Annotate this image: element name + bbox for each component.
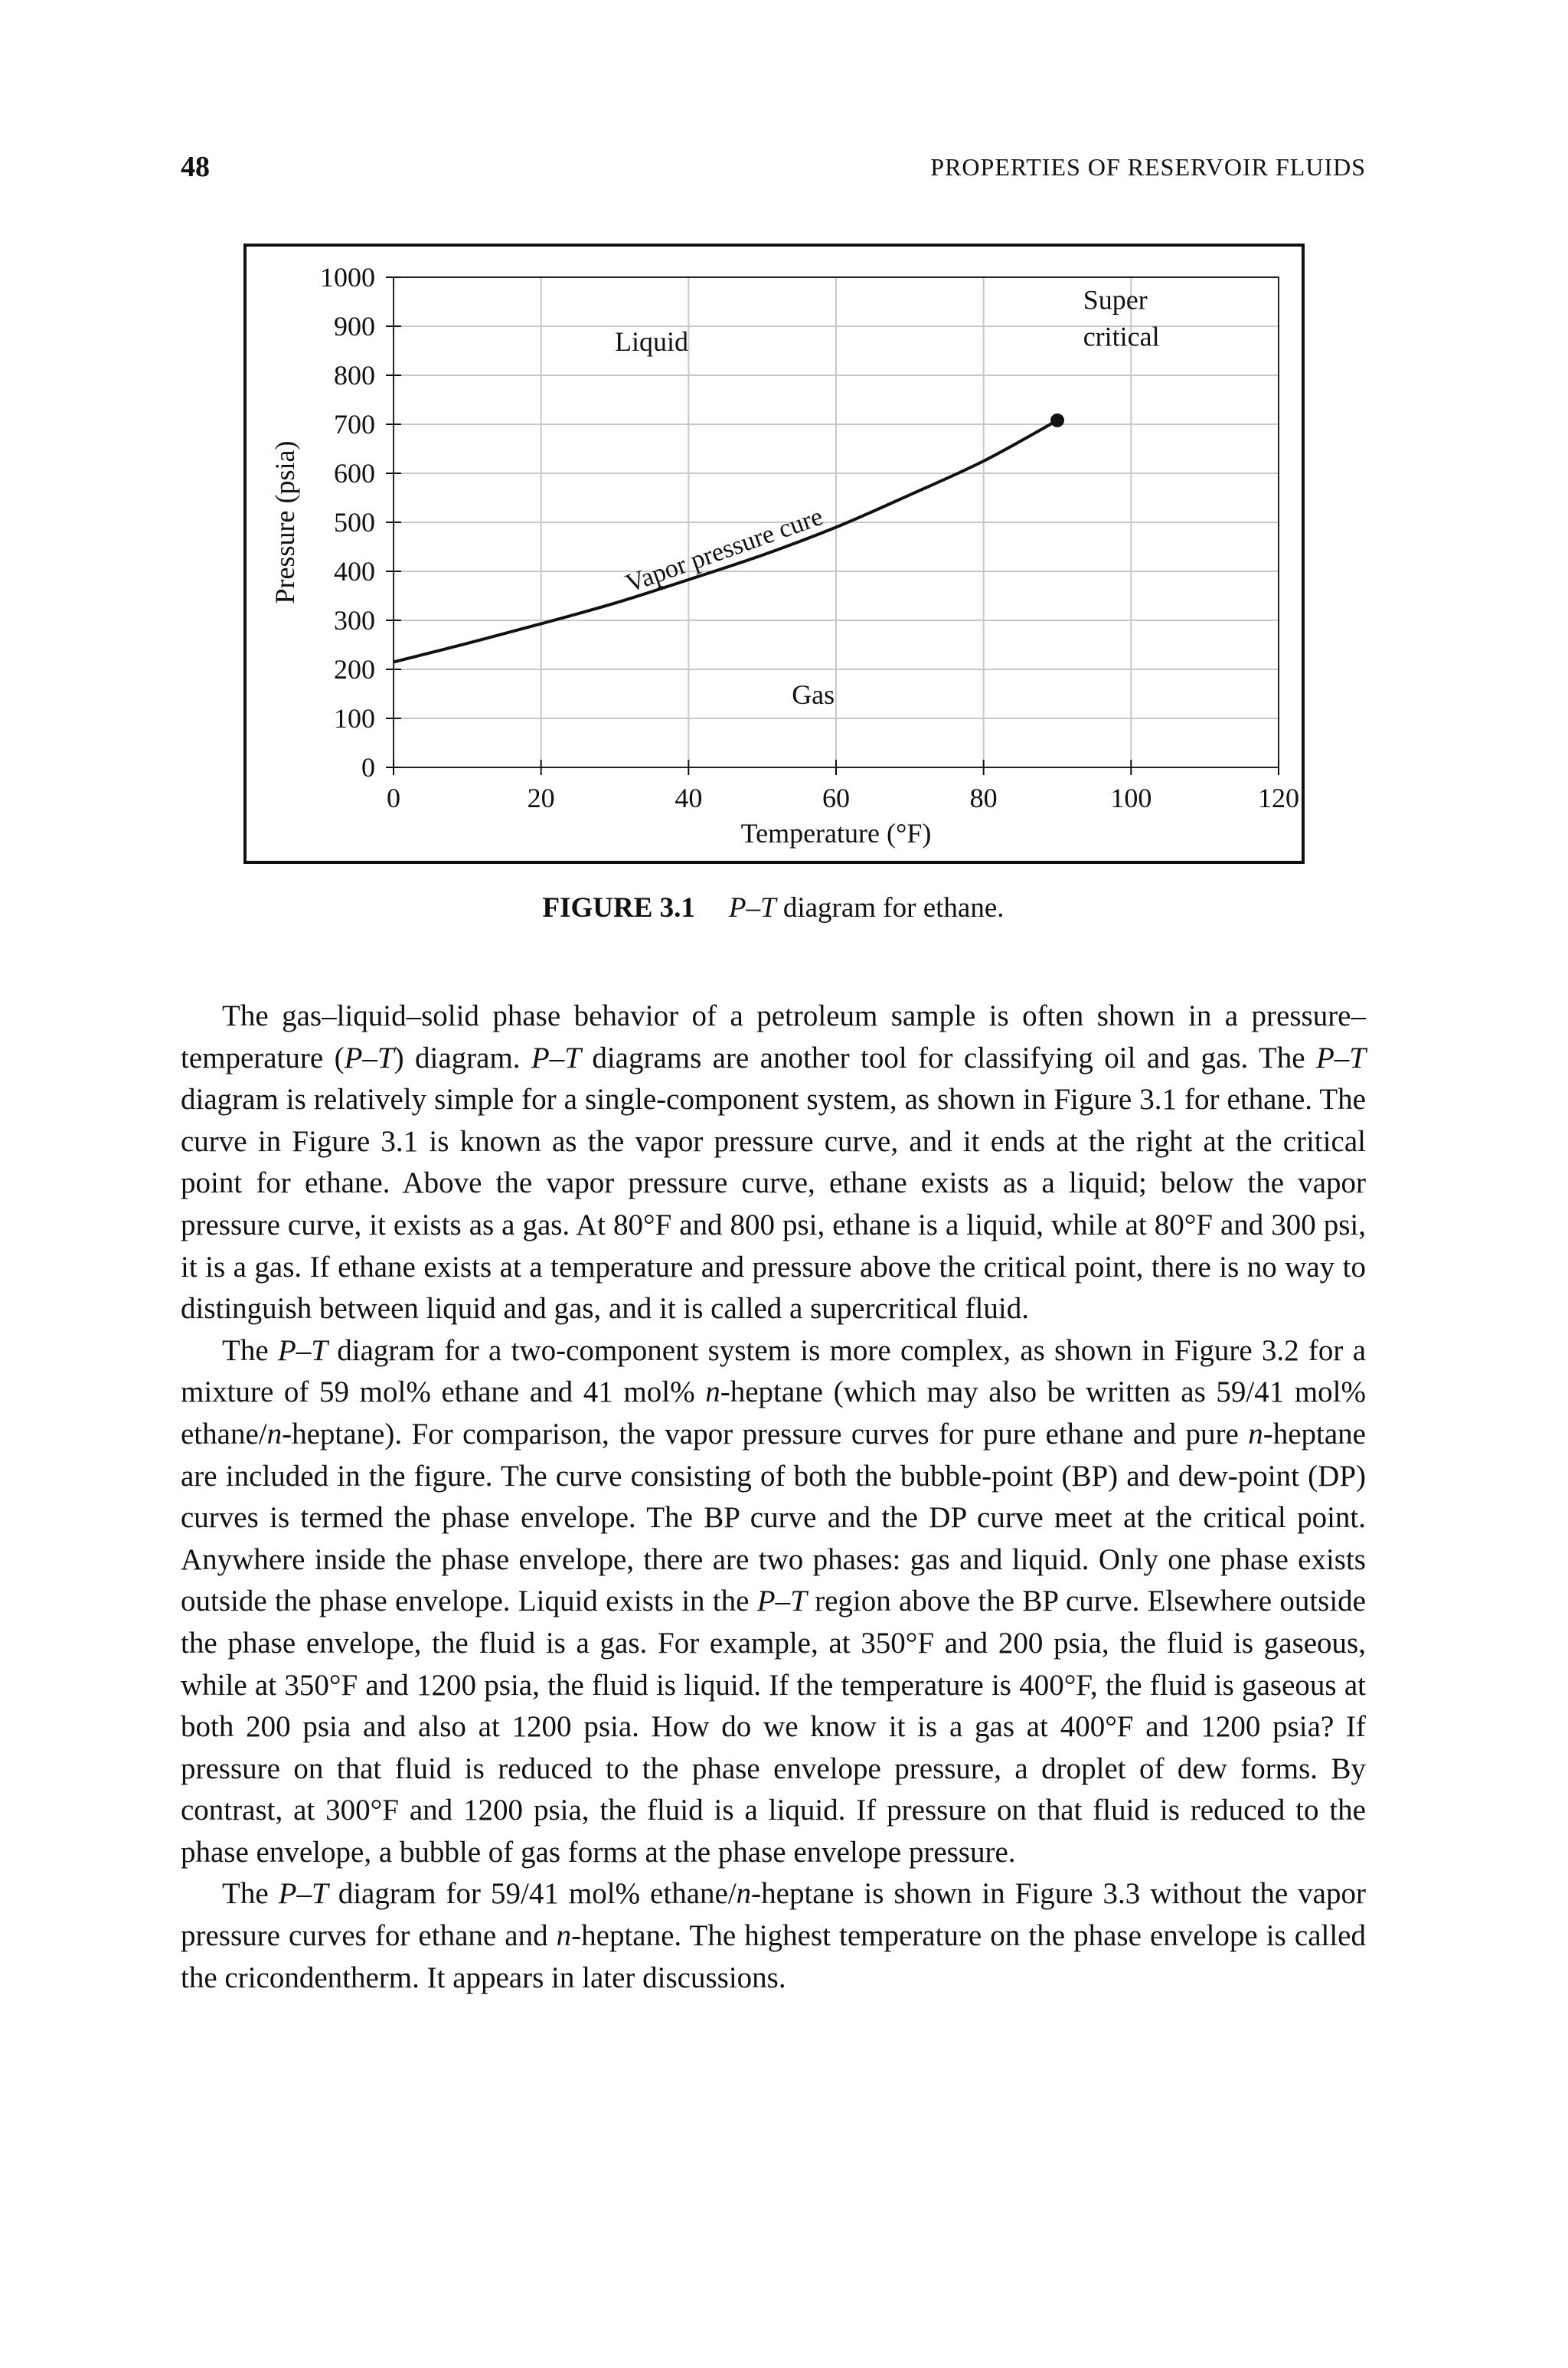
- paragraph-1: [181, 996, 1366, 1330]
- critical-point-marker: [1050, 414, 1064, 427]
- y-tick-label: 900: [334, 311, 375, 342]
- page-header: [181, 150, 1366, 196]
- curve-label: [622, 502, 827, 598]
- y-tick-label: 500: [334, 507, 375, 538]
- paragraph-2: [181, 1330, 1366, 1874]
- region-label: Super: [1083, 284, 1148, 316]
- paragraph-run: -heptane is shown in Figure 3.3 without the vapor pressure curves for ethane and: [181, 1877, 1366, 1953]
- figure-caption: [181, 891, 1366, 924]
- caption-run: P: [728, 892, 746, 924]
- region-label: Gas: [792, 679, 835, 710]
- y-tick-label: 1000: [320, 262, 375, 293]
- paragraph-run: T: [311, 1333, 328, 1367]
- paragraph-run: –: [1334, 1041, 1350, 1074]
- paragraph-run: T: [377, 1041, 394, 1074]
- y-tick-label: 700: [334, 409, 375, 440]
- paragraph-run: n: [1248, 1417, 1263, 1451]
- x-tick-label: 40: [675, 783, 703, 813]
- paragraph-run: –: [362, 1041, 377, 1074]
- paragraph-run: The: [222, 1333, 278, 1367]
- paragraph-run: P: [277, 1333, 296, 1367]
- paragraph-run: diagram for a two-component system is more complex, as shown in Figure 3.2 for a mixture of 59 mol% ethane and 41 mol%: [181, 1333, 1366, 1409]
- paragraph-run: The: [222, 1877, 279, 1911]
- paragraph-run: T: [1349, 1041, 1366, 1074]
- paragraph-run: n: [266, 1417, 283, 1451]
- y-tick-label: 200: [334, 654, 375, 685]
- x-axis-label: Temperature (°F): [740, 818, 932, 849]
- caption-run: diagram for ethane.: [776, 892, 1004, 924]
- paragraph-run: diagram for 59/41 mol% ethane/: [328, 1877, 737, 1911]
- paragraph-run: –: [775, 1585, 791, 1618]
- paragraph-run: diagrams are another tool for classifying oil and gas. The: [580, 1041, 1316, 1074]
- paragraph-run: T: [564, 1041, 581, 1074]
- paragraph-3: [181, 1873, 1366, 1999]
- paragraph-run: T: [790, 1585, 807, 1618]
- x-tick-label: 0: [387, 783, 400, 813]
- x-tick-label: 120: [1258, 783, 1299, 813]
- paragraph-run: –: [296, 1877, 312, 1911]
- y-tick-label: 0: [361, 752, 375, 783]
- x-tick-label: 100: [1110, 783, 1152, 813]
- page-number: 48: [181, 151, 210, 183]
- running-head: PROPERTIES OF RESERVOIR FLUIDS: [930, 153, 1366, 181]
- y-tick-label: 400: [334, 556, 375, 587]
- figure-caption-text: [729, 892, 1004, 924]
- paragraph-run: P: [756, 1585, 776, 1618]
- paragraph-run: The gas–liquid–solid phase behavior of a petroleum sample is often shown in a pressure–temperature (: [181, 999, 1366, 1074]
- x-tick-label: 20: [527, 783, 555, 813]
- figure-label: FIGURE 3.1: [542, 892, 695, 924]
- paragraph-run: -heptane (which may also be written as 59/41 mol% ethane/: [181, 1375, 1366, 1451]
- region-label: critical: [1083, 321, 1160, 352]
- paragraph-run: P: [531, 1041, 550, 1074]
- y-tick-label: 100: [334, 703, 375, 734]
- paragraph-run: -heptane are included in the figure. The curve consisting of both the bubble-point (BP) and dew-point (DP) curves is termed the phase envelope. The BP curve and the DP curve meet at the critical point. Anywhere inside the phase envelope, there are two phases: gas and liquid. Only one phase exists outside the phase envelope. Liquid exists in the: [181, 1417, 1366, 1618]
- paragraph-run: –: [549, 1041, 565, 1074]
- caption-run: –: [746, 892, 760, 924]
- paragraph-run: n: [705, 1375, 720, 1409]
- y-tick-label: 600: [334, 458, 375, 489]
- caption-run: T: [760, 892, 776, 924]
- paragraph-run: -heptane. The highest temperature on the phase envelope is called the cricondentherm. It appears in later discussions.: [181, 1919, 1366, 1994]
- figure-frame: [243, 244, 1305, 864]
- paragraph-run: P: [278, 1877, 297, 1911]
- paragraph-run: P: [1315, 1041, 1334, 1074]
- y-tick-label: 800: [334, 360, 375, 391]
- paragraph-run: ) diagram.: [394, 1041, 531, 1074]
- paragraph-run: -heptane). For comparison, the vapor pressure curves for pure ethane and pure: [282, 1417, 1249, 1451]
- x-tick-label: 60: [822, 783, 850, 813]
- body-text: [181, 996, 1366, 1999]
- pt-diagram-chart: [247, 247, 1302, 861]
- paragraph-run: –: [296, 1333, 312, 1367]
- paragraph-run: P: [344, 1041, 363, 1074]
- paragraph-run: region above the BP curve. Elsewhere outside the phase envelope, the fluid is a gas. For example, at 350°F and 200 psia, the fluid is gaseous, while at 350°F and 1200 psia, the fluid is liquid. If the temperature is 400°F, the fluid is gaseous at both 200 psia and also at 1200 psia. How do we know it is a gas at 400°F and 1200 psia? If pressure on that fluid is reduced to the phase envelope pressure, a droplet of dew forms. By contrast, at 300°F and 1200 psia, the fluid is a liquid. If pressure on that fluid is reduced to the phase envelope, a bubble of gas forms at the phase envelope pressure.: [181, 1585, 1366, 1869]
- paragraph-run: n: [736, 1877, 752, 1911]
- y-axis-label: Pressure (psia): [270, 440, 300, 604]
- x-tick-label: 80: [969, 783, 998, 813]
- curve-label-text: Vapor pressure cure: [622, 502, 827, 598]
- region-label: Liquid: [615, 326, 688, 357]
- paragraph-run: n: [556, 1919, 572, 1953]
- y-tick-label: 300: [334, 605, 375, 636]
- paragraph-run: diagram is relatively simple for a single-component system, as shown in Figure 3.1 for ethane. The curve in Figure 3.1 is known as the vapor pressure curve, and it ends at the right at the critical point for ethane. Above the vapor pressure curve, ethane exists as a liquid; below the vapor pressure curve, it exists as a gas. At 80°F and 800 psi, ethane is a liquid, while at 80°F and 300 psi, it is a gas. If ethane exists at a temperature and pressure above the critical point, there is no way to distinguish between liquid and gas, and it is called a supercritical fluid.: [181, 1083, 1366, 1326]
- paragraph-run: T: [311, 1877, 328, 1911]
